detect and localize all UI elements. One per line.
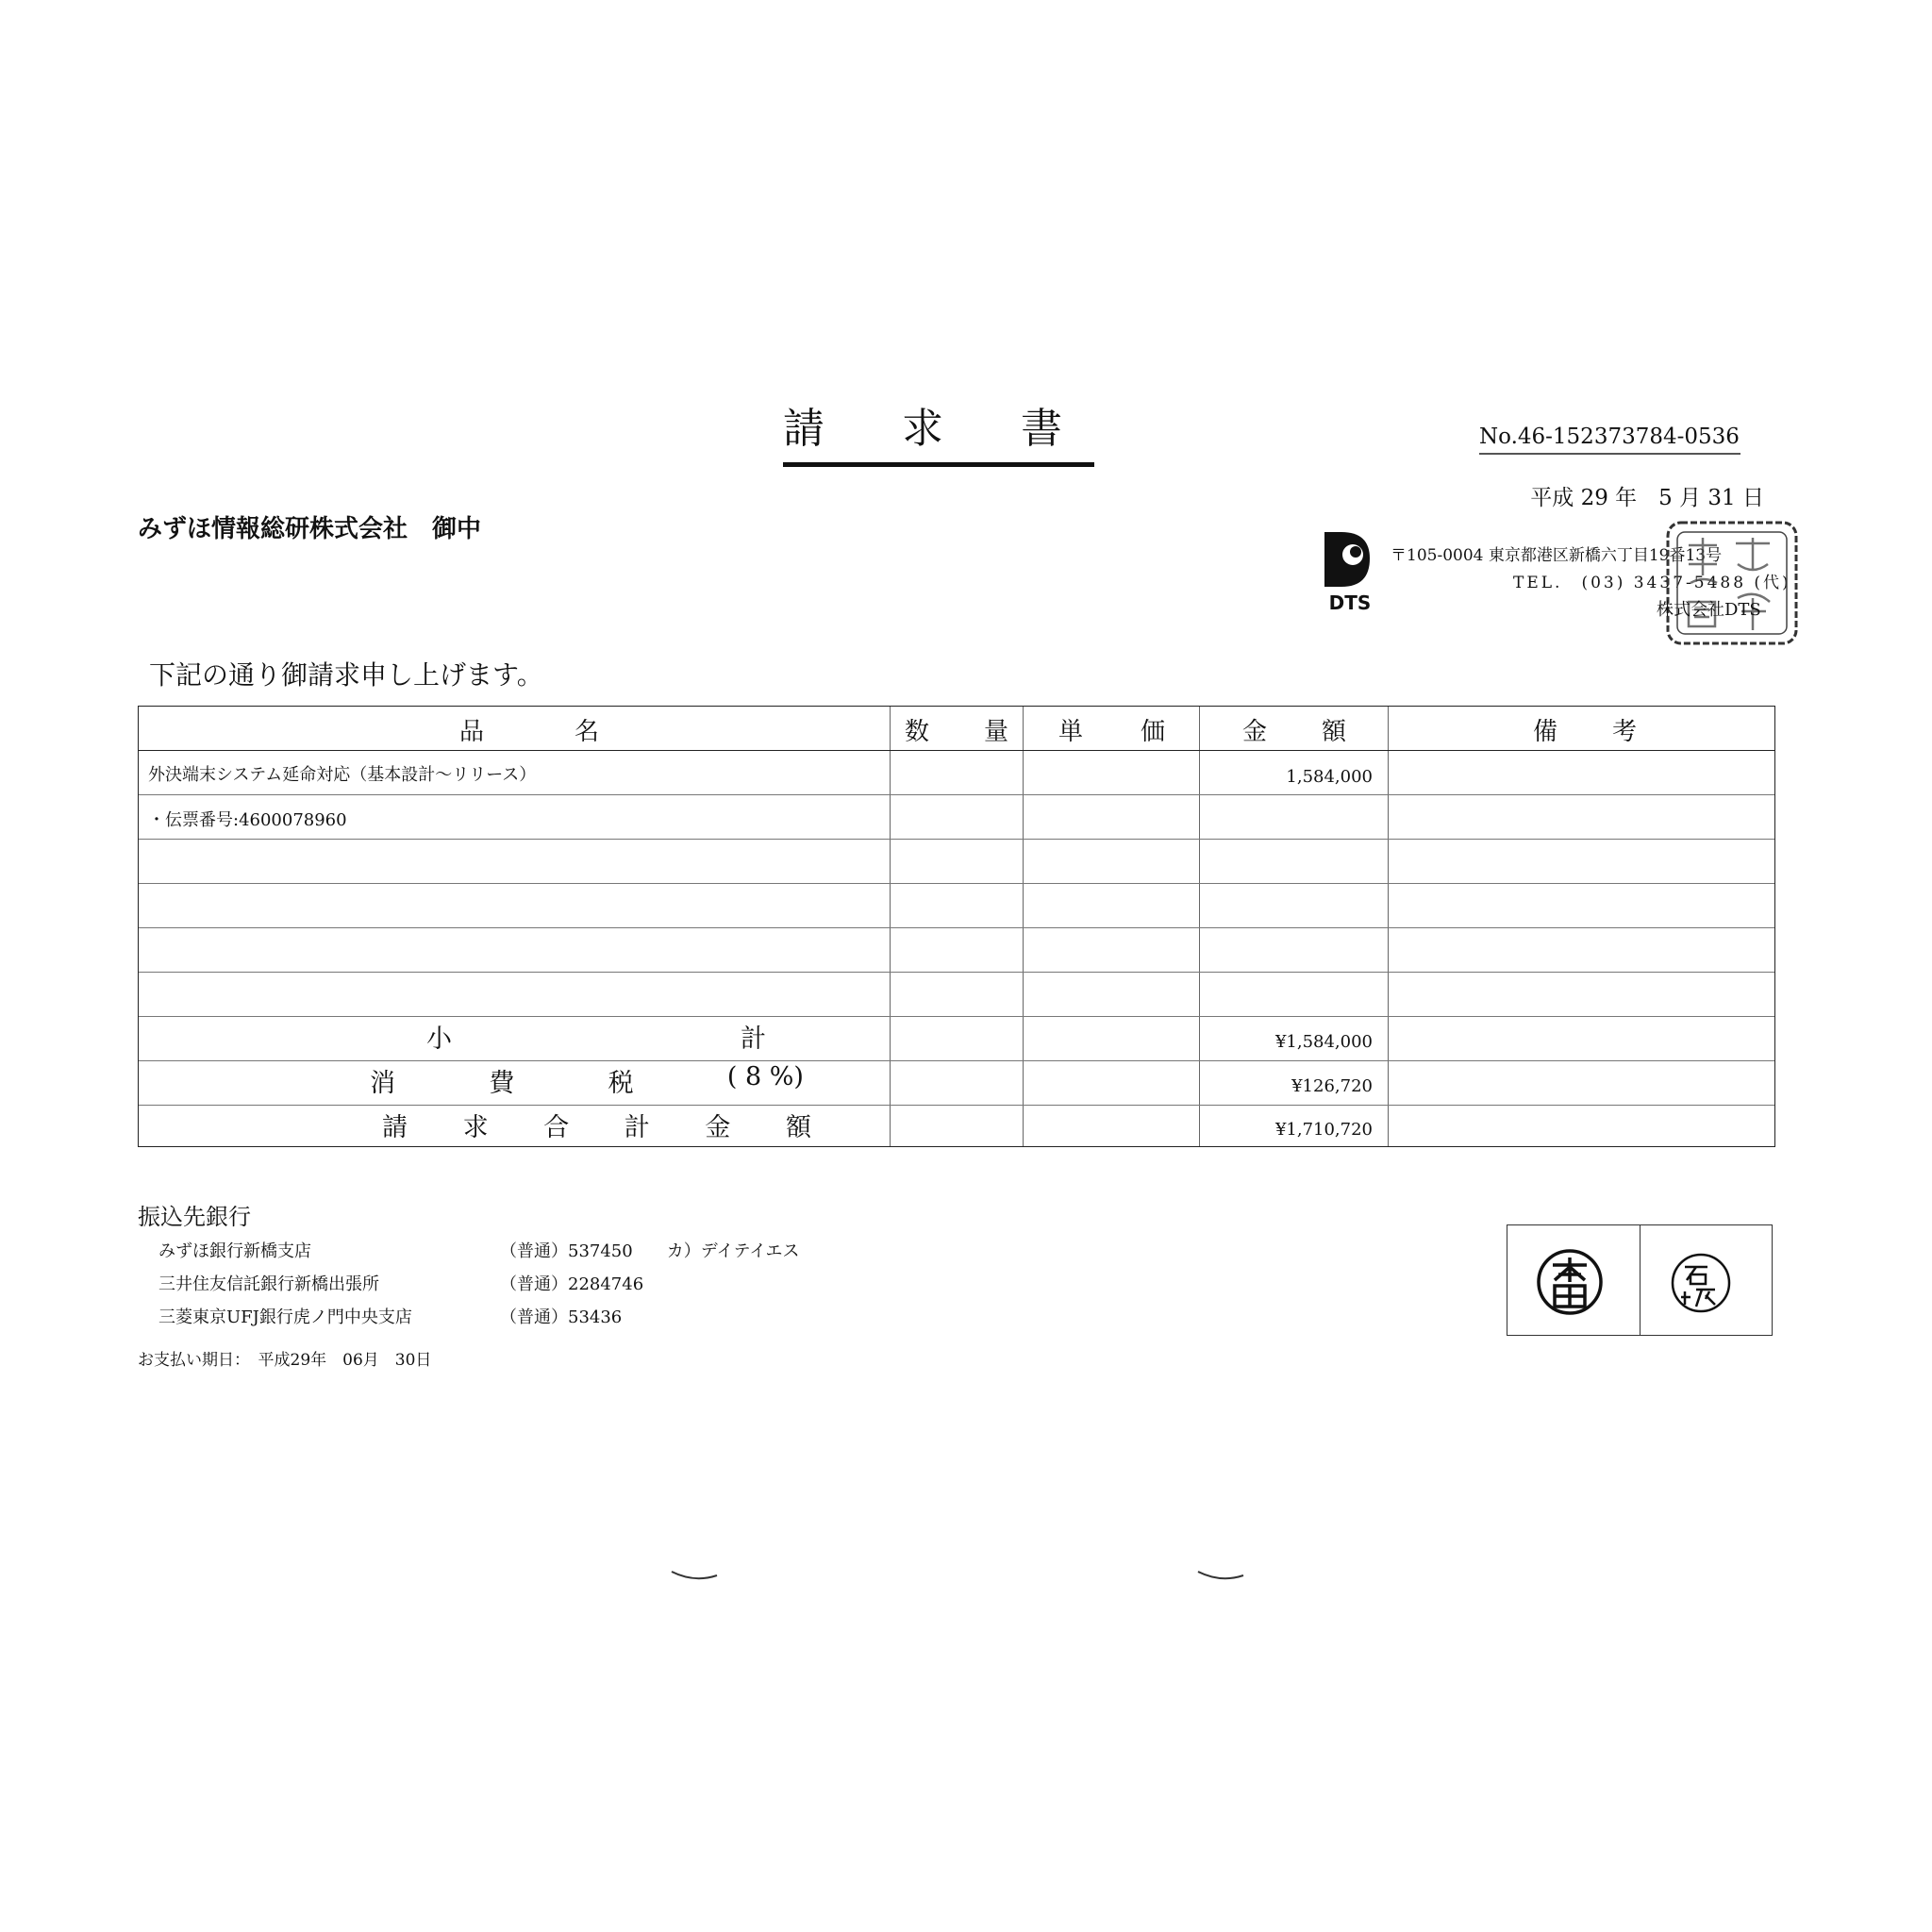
bank-account: （普通）2284746 <box>500 1274 644 1294</box>
issuer-tel: TEL. (03) 3437-5488 (代) <box>1513 574 1791 592</box>
col-divider <box>890 707 891 1146</box>
approval-divider <box>1640 1225 1641 1335</box>
col-divider <box>1199 707 1200 1146</box>
bank-name: 三菱東京UFJ銀行虎ノ門中央支店 <box>158 1307 412 1327</box>
row-divider <box>139 972 1774 973</box>
row-divider <box>139 1105 1774 1106</box>
row-item-name: 外決端末システム延命対応（基本設計～リリース） <box>148 765 537 785</box>
invoice-table <box>138 706 1775 1147</box>
scan-mark-icon <box>670 1570 719 1583</box>
row-divider <box>139 1016 1774 1017</box>
row-divider <box>139 794 1774 795</box>
bank-name: 三井住友信託銀行新橋出張所 <box>158 1274 379 1294</box>
header-remarks: 備 考 <box>1533 718 1639 746</box>
row-divider <box>139 927 1774 928</box>
col-divider <box>1388 707 1389 1146</box>
approval-stamp-honda-icon <box>1534 1246 1606 1318</box>
row-divider <box>139 750 1774 751</box>
row-amount: 1,584,000 <box>1286 767 1373 787</box>
page-title: 請 求 書 <box>783 394 1094 467</box>
tax-value: ¥126,720 <box>1291 1076 1373 1096</box>
header-qty: 数 量 <box>905 718 1010 746</box>
col-divider <box>1023 707 1024 1146</box>
total-value: ¥1,710,720 <box>1274 1120 1373 1140</box>
header-item: 品 名 <box>459 718 601 746</box>
intro-text: 下記の通り御請求申し上げます。 <box>149 659 543 691</box>
header-unit-price: 単 価 <box>1058 718 1167 746</box>
recipient-name: みずほ情報総研株式会社 御中 <box>138 515 482 543</box>
total-label: 請 求 合 計 金 額 <box>382 1113 811 1142</box>
bank-account: （普通）537450 カ）デイテイエス <box>500 1241 800 1261</box>
approval-stamp-ishizuka-icon <box>1668 1250 1734 1316</box>
row-divider <box>139 883 1774 884</box>
tax-label: 消 費 税 ( 8 %) <box>370 1062 804 1098</box>
issue-date: 平成 29 年 5 月 31 日 <box>1530 486 1764 510</box>
header-amount: 金 額 <box>1242 718 1348 746</box>
logo-text: DTS <box>1328 591 1372 613</box>
company-seal-icon <box>1662 517 1804 651</box>
bank-account: （普通）53436 <box>500 1307 623 1327</box>
bank-name: みずほ銀行新橋支店 <box>158 1241 311 1261</box>
issuer-address: 〒105-0004 東京都港区新橋六丁目19番13号 <box>1391 546 1723 565</box>
due-date: お支払い期日： 平成29年 06月 30日 <box>138 1351 432 1370</box>
row-divider <box>139 1060 1774 1061</box>
subtotal-label: 小 計 <box>426 1024 766 1054</box>
bank-heading: 振込先銀行 <box>138 1204 251 1230</box>
issuer-company: 株式会社DTS <box>1657 600 1761 620</box>
row-item-name: ・伝票番号:4600078960 <box>148 810 347 830</box>
subtotal-value: ¥1,584,000 <box>1274 1032 1373 1052</box>
approval-box <box>1507 1224 1773 1336</box>
dts-logo-icon <box>1321 526 1379 613</box>
row-divider <box>139 839 1774 840</box>
invoice-number: No.46-152373784-0536 <box>1479 425 1740 455</box>
scan-mark-icon <box>1196 1570 1245 1583</box>
